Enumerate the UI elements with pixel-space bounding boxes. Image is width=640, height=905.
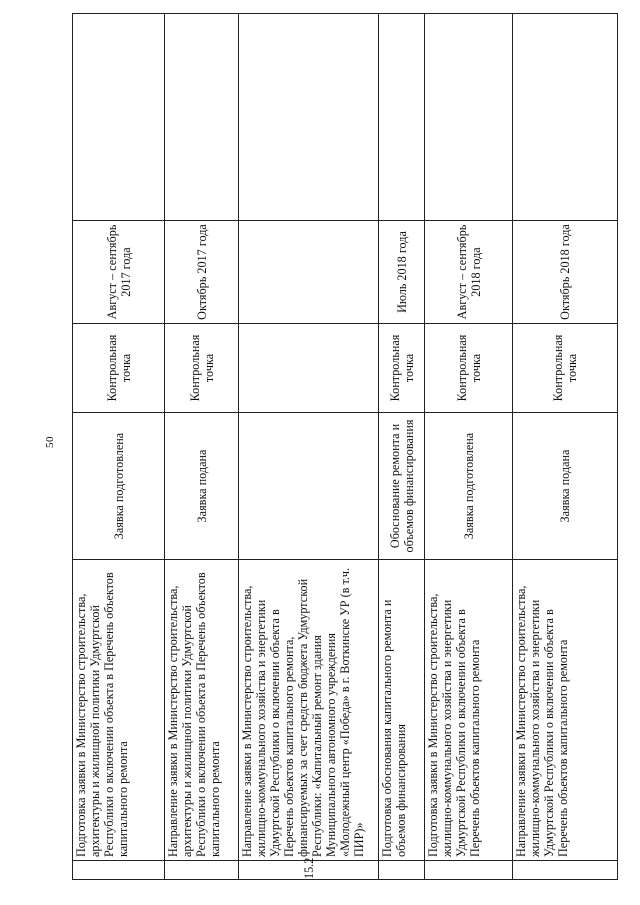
- table-row: [239, 14, 379, 880]
- row-type: Контрольная точка: [379, 324, 425, 413]
- row-description: Направление заявки в Министерство строительства, жилищно-коммунального хозяйства и энергетики Удмуртской Республики о включении объекта в Перечень объектов капитального ремонта: [513, 560, 618, 861]
- row-result: Обоснование ремонта и объемов финансирования: [379, 413, 425, 560]
- rotated-table-container: [72, 20, 617, 880]
- row-date: Октябрь 2017 года: [165, 221, 239, 324]
- row-type: Контрольная точка: [513, 324, 618, 413]
- row-date: Август – сентябрь 2018 года: [425, 221, 513, 324]
- table-row: [425, 14, 513, 880]
- row-result: [239, 413, 379, 560]
- table-row: [73, 14, 165, 880]
- row-number: [379, 861, 425, 880]
- plan-table: [72, 13, 618, 880]
- row-type: [239, 324, 379, 413]
- page-number: 50: [44, 436, 56, 448]
- row-type: Контрольная точка: [165, 324, 239, 413]
- row-empty-cell: [73, 14, 165, 221]
- row-result: Заявка подана: [165, 413, 239, 560]
- row-empty-cell: [165, 14, 239, 221]
- row-result: Заявка подготовлена: [425, 413, 513, 560]
- row-empty-cell: [239, 14, 379, 221]
- row-number: [73, 861, 165, 880]
- row-description: Подготовка обоснования капитального ремонта и объемов финансирования: [379, 560, 425, 861]
- row-type: Контрольная точка: [425, 324, 513, 413]
- row-date: Октябрь 2018 года: [513, 221, 618, 324]
- row-number: [513, 861, 618, 880]
- row-number: [165, 861, 239, 880]
- row-result: Заявка подготовлена: [73, 413, 165, 560]
- row-type: Контрольная точка: [73, 324, 165, 413]
- row-description: Направление заявки в Министерство строительства, архитектуры и жилищной политики Удмуртской Республики о включении объекта в Перечень объектов капитального ремонта: [165, 560, 239, 861]
- table-row: [165, 14, 239, 880]
- row-empty-cell: [379, 14, 425, 221]
- row-result: Заявка подана: [513, 413, 618, 560]
- row-description: Подготовка заявки в Министерство строительства, жилищно-коммунального хозяйства и энергетики Удмуртской Республики о включении объекта в Перечень объектов капитального ремонта: [425, 560, 513, 861]
- row-number: 15.2: [239, 861, 379, 880]
- table-row: [513, 14, 618, 880]
- row-description: Направление заявки в Министерство строительства, жилищно-коммунального хозяйства и энергетики Удмуртской Республики о включении объекта в Перечень объектов капитального ремонта, финансируемых за счет средств бюджета Удмуртской Республики: «Капитальный ремонт здания Муниципального автономного учреждения «Молодежный центр «Победа» в г. Воткинске УР (в т.ч. ПИР)»: [239, 560, 379, 861]
- row-date: Август – сентябрь 2017 года: [73, 221, 165, 324]
- row-number: [425, 861, 513, 880]
- row-date: Июль 2018 года: [379, 221, 425, 324]
- table-row: [379, 14, 425, 880]
- row-empty-cell: [513, 14, 618, 221]
- row-empty-cell: [425, 14, 513, 221]
- row-description: Подготовка заявки в Министерство строительства, архитектуры и жилищной политики Удмуртской Республики о включении объекта в Перечень объектов капитального ремонта: [73, 560, 165, 861]
- row-date: [239, 221, 379, 324]
